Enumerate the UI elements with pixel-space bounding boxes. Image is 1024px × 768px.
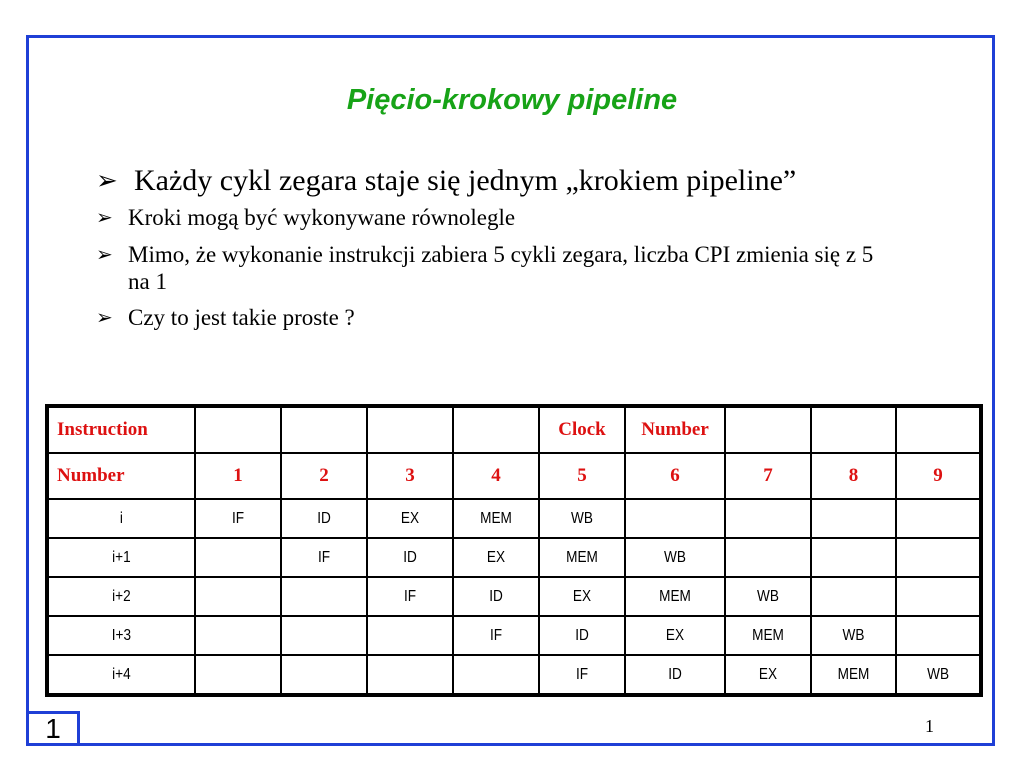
table-cell: WB <box>731 577 804 616</box>
table-cell <box>731 499 804 538</box>
arrow-bullet-icon: ➢ <box>96 166 118 195</box>
header-cell: 9 <box>896 453 981 499</box>
bullet-item-3 <box>96 241 916 295</box>
table-cell <box>817 499 889 538</box>
slide-number-box: 1 <box>26 711 80 746</box>
table-cell: MEM <box>817 655 889 695</box>
table-row <box>47 655 981 695</box>
table-cell: MEM <box>731 616 804 655</box>
header-cell: Number <box>625 406 725 453</box>
header-cell: 1 <box>195 453 281 499</box>
table-cell: I+3 <box>58 616 184 655</box>
table-cell: WB <box>902 655 974 695</box>
table-cell: ID <box>373 538 446 577</box>
table-cell <box>287 655 360 695</box>
arrow-bullet-icon: ➢ <box>96 244 113 266</box>
table-cell <box>902 577 974 616</box>
table-cell <box>373 616 446 655</box>
header-cell <box>811 406 896 453</box>
table-cell <box>373 655 446 695</box>
bullet-item-1 <box>96 164 916 198</box>
table-cell <box>287 577 360 616</box>
header-cell: Instruction <box>47 406 195 453</box>
table-cell: MEM <box>545 538 618 577</box>
header-cell <box>281 406 367 453</box>
table-cell: EX <box>633 616 718 655</box>
table-cell: EX <box>731 655 804 695</box>
table-cell: i <box>58 499 184 538</box>
table-cell <box>201 655 274 695</box>
bullet-item-2 <box>96 204 916 232</box>
header-cell: 7 <box>725 453 811 499</box>
table-cell: EX <box>373 499 446 538</box>
header-cell: 2 <box>281 453 367 499</box>
table-cell <box>817 577 889 616</box>
table-cell: i+4 <box>58 655 184 695</box>
table-cell <box>817 538 889 577</box>
table-cell <box>287 616 360 655</box>
table-cell: i+2 <box>58 577 184 616</box>
table-header-row-2 <box>47 453 981 499</box>
header-cell: Number <box>47 453 195 499</box>
table-cell: ID <box>545 616 618 655</box>
bullet-list <box>96 164 916 341</box>
bullet-text: Mimo, że wykonanie instrukcji zabiera 5 cykli zegara, liczba CPI zmienia się z 5 na 1 <box>128 242 874 294</box>
pipeline-table <box>45 404 983 697</box>
table-cell <box>633 499 718 538</box>
header-cell <box>453 406 539 453</box>
table-cell: IF <box>201 499 274 538</box>
table-cell: MEM <box>459 499 532 538</box>
bullet-text: Czy to jest takie proste ? <box>128 305 355 330</box>
bullet-text: Kroki mogą być wykonywane równolegle <box>128 205 516 230</box>
table-header-row-1 <box>47 406 981 453</box>
table-cell <box>201 577 274 616</box>
table-cell: EX <box>545 577 618 616</box>
table-cell: WB <box>817 616 889 655</box>
table-cell: WB <box>633 538 718 577</box>
table-cell: ID <box>459 577 532 616</box>
page-number: 1 <box>925 716 934 736</box>
table-cell: MEM <box>633 577 718 616</box>
table-cell: IF <box>459 616 532 655</box>
table-row <box>47 577 981 616</box>
table-cell <box>459 655 532 695</box>
table-cell <box>731 538 804 577</box>
bullet-item-4 <box>96 304 916 332</box>
table-cell <box>201 616 274 655</box>
table-cell: EX <box>459 538 532 577</box>
header-cell: 5 <box>539 453 625 499</box>
table-cell: ID <box>287 499 360 538</box>
table-cell: i+1 <box>58 538 184 577</box>
header-cell: 4 <box>453 453 539 499</box>
table-row <box>47 499 981 538</box>
bullet-text: Każdy cykl zegara staje się jednym „krokiem pipeline” <box>134 164 797 197</box>
table-cell: IF <box>545 655 618 695</box>
table-row <box>47 616 981 655</box>
table-cell: WB <box>545 499 618 538</box>
header-cell: Clock <box>539 406 625 453</box>
table-cell: ID <box>633 655 718 695</box>
table-cell <box>902 499 974 538</box>
header-cell <box>195 406 281 453</box>
arrow-bullet-icon: ➢ <box>96 207 113 229</box>
header-cell <box>896 406 981 453</box>
table-cell <box>902 616 974 655</box>
header-cell: 8 <box>811 453 896 499</box>
table-row <box>47 538 981 577</box>
header-cell <box>367 406 453 453</box>
arrow-bullet-icon: ➢ <box>96 307 113 329</box>
table-cell <box>201 538 274 577</box>
header-cell <box>725 406 811 453</box>
slide-title: Pięcio-krokowy pipeline <box>346 84 678 116</box>
table-cell <box>902 538 974 577</box>
header-cell: 3 <box>367 453 453 499</box>
table-cell: IF <box>373 577 446 616</box>
header-cell: 6 <box>625 453 725 499</box>
table-cell: IF <box>287 538 360 577</box>
